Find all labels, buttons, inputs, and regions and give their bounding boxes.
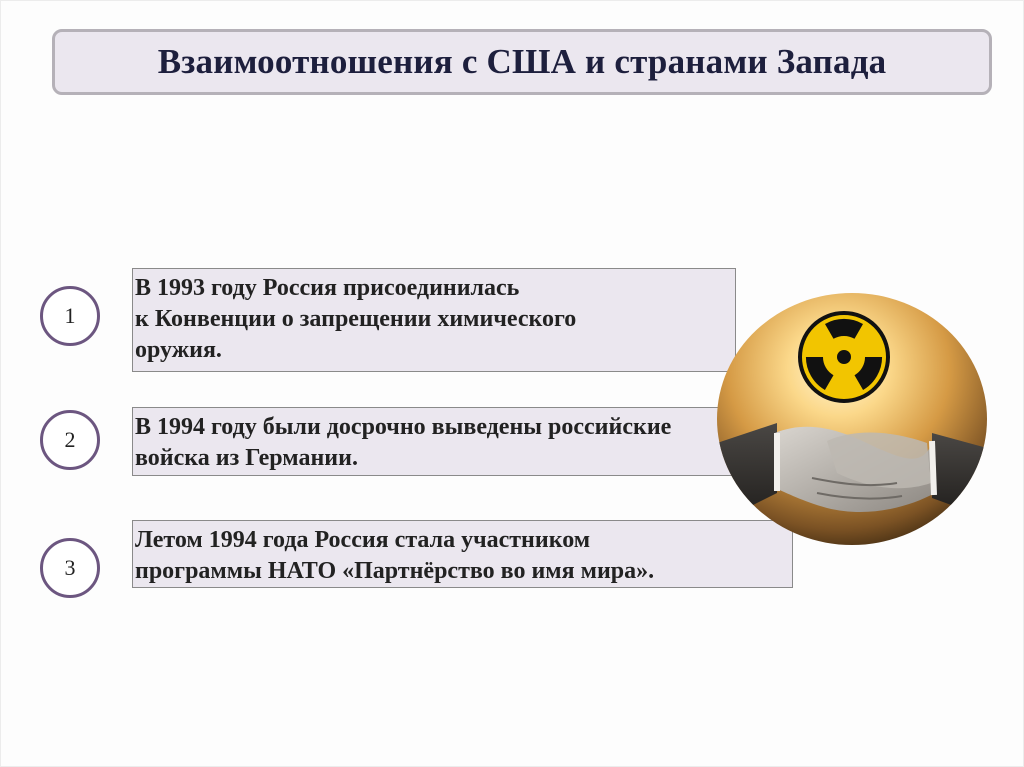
item-text-line: к Конвенции о запрещении химического (135, 306, 577, 332)
item-text-line: войска из Германии. (135, 445, 358, 471)
item-box-3 (132, 520, 793, 588)
page-title: Взаимоотношения с США и странами Запада (157, 42, 887, 81)
item-box-2 (132, 407, 752, 476)
emblem-illustration (717, 293, 987, 545)
number-badge-2 (40, 410, 100, 470)
number-label: 3 (64, 555, 76, 580)
item-text-line: В 1994 году были досрочно выведены российские (135, 414, 672, 440)
number-badge-3 (40, 538, 100, 598)
title-banner (52, 29, 992, 95)
item-text-line: программы НАТО «Партнёрство во имя мира». (135, 558, 655, 584)
number-badge-1 (40, 286, 100, 346)
item-text-line: оружия. (135, 337, 222, 363)
emblem-image (717, 293, 987, 545)
item-text-line: Летом 1994 года Россия стала участником (135, 527, 591, 553)
item-text-line: В 1993 году Россия присоединилась (135, 275, 520, 301)
radiation-icon (800, 313, 888, 401)
number-label: 1 (64, 303, 76, 328)
number-label: 2 (64, 427, 76, 452)
item-box-1 (132, 268, 736, 372)
